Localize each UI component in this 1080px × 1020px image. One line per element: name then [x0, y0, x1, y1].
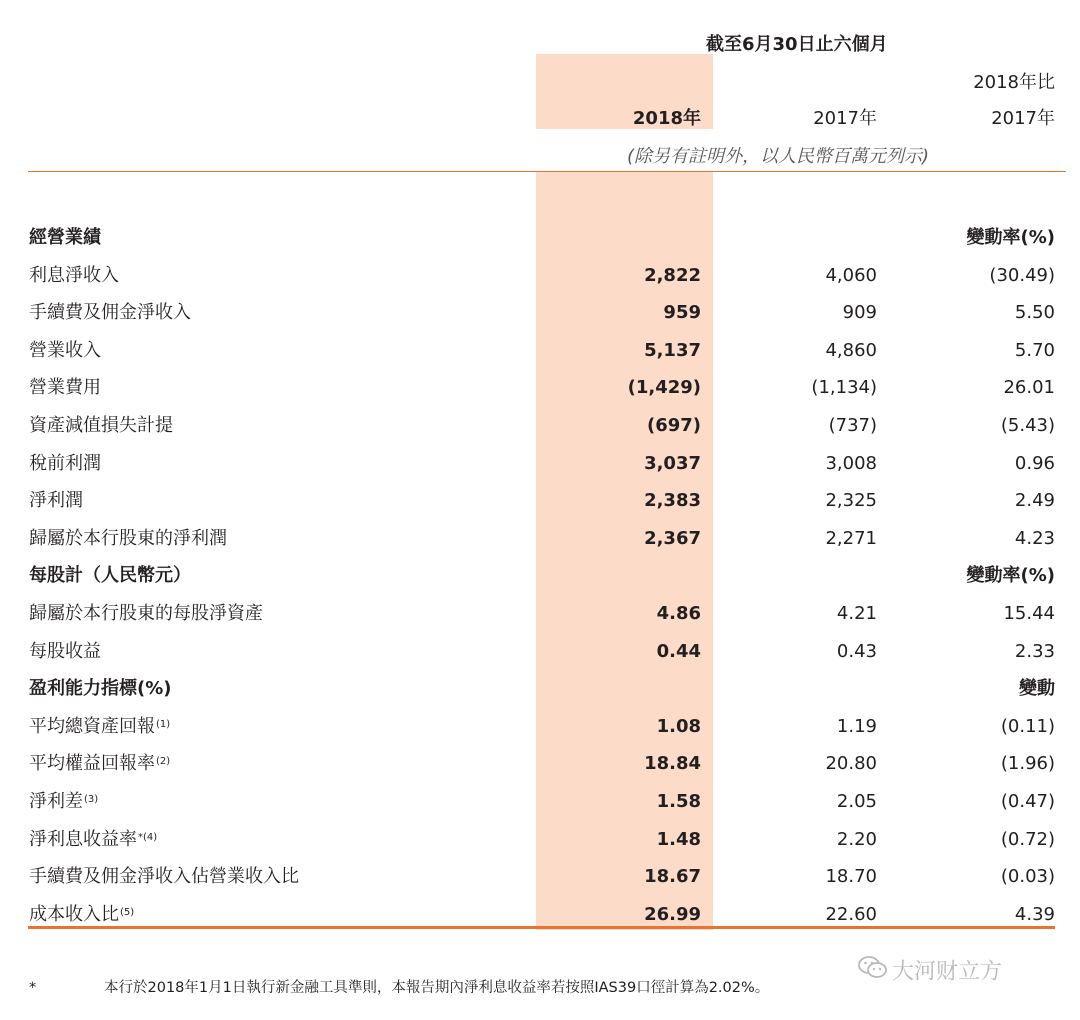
value-2017: 909 — [842, 302, 877, 323]
row-label-text: 平均權益回報率 — [29, 753, 155, 774]
value-change: (0.03) — [1000, 866, 1055, 887]
row-label — [29, 527, 227, 551]
value-2017: 22.60 — [825, 904, 877, 925]
value-2018: (697) — [646, 415, 701, 436]
section-title: 盈利能力指標(%) — [29, 678, 172, 699]
row-label — [29, 752, 170, 776]
watermark-text: 大河财立方 — [892, 959, 1003, 985]
value-2018: 2,367 — [644, 528, 701, 549]
row-label — [29, 376, 101, 400]
value-2018: 0.44 — [656, 641, 701, 662]
row-label-text: 營業收入 — [29, 340, 101, 361]
value-2017: 2,271 — [825, 528, 877, 549]
row-label — [29, 339, 101, 363]
value-2018: 4.86 — [656, 603, 701, 624]
row-label — [29, 865, 299, 889]
row-label-text: 歸屬於本行股東的淨利潤 — [29, 528, 227, 549]
row-label — [29, 301, 191, 325]
row-label-text: 淨利潤 — [29, 490, 83, 511]
section-title: 每股計（人民幣元） — [29, 565, 191, 586]
table-bottom-rule — [28, 926, 1055, 929]
value-2018: 2,383 — [644, 490, 701, 511]
value-change: (0.11) — [1000, 716, 1055, 737]
value-2018: 3,037 — [644, 453, 701, 474]
section-change-label: 變動率(%) — [966, 227, 1055, 248]
footnote-reference: (2) — [156, 756, 171, 767]
value-change: 2.49 — [1014, 490, 1055, 511]
column-header-2018: 2018年 — [632, 108, 701, 129]
value-change: (0.47) — [1000, 791, 1055, 812]
value-2018: 5,137 — [644, 340, 701, 361]
value-2017: 2.05 — [836, 791, 877, 812]
row-label-text: 手續費及佣金淨收入 — [29, 302, 191, 323]
value-2017: 2.20 — [836, 829, 877, 850]
value-2017: 4,060 — [825, 265, 877, 286]
value-change: 15.44 — [1003, 603, 1055, 624]
row-label — [29, 264, 119, 288]
row-label-text: 成本收入比 — [29, 904, 119, 925]
footnote-reference: *(4) — [138, 832, 158, 843]
unit-note: (除另有註明外，以人民幣百萬元列示) — [627, 146, 930, 167]
section-change-label: 變動 — [1019, 678, 1055, 699]
row-label-text: 手續費及佣金淨收入佔營業收入比 — [29, 866, 299, 887]
row-label-text: 資產減值損失計提 — [29, 415, 173, 436]
row-label — [29, 790, 98, 814]
row-label-text: 淨利差 — [29, 791, 83, 812]
footnote-text: 本行於2018年1月1日執行新金融工具準則，本報告期內淨利息收益率若按照IAS39口徑計算為2.02%。 — [104, 980, 770, 996]
value-2017: 4.21 — [836, 603, 877, 624]
footnote-reference: (5) — [120, 907, 135, 918]
row-label-text: 稅前利潤 — [29, 453, 101, 474]
value-2017: 20.80 — [825, 753, 877, 774]
value-2017: 2,325 — [825, 490, 877, 511]
row-label-text: 淨利息收益率 — [29, 829, 137, 850]
row-label-text: 營業費用 — [29, 377, 101, 398]
row-label — [29, 640, 101, 664]
row-label — [29, 489, 83, 513]
value-2018: 2,822 — [644, 265, 701, 286]
value-change: 0.96 — [1014, 453, 1055, 474]
row-label — [29, 903, 134, 927]
value-2018: 18.67 — [644, 866, 701, 887]
section-change-label: 變動率(%) — [966, 565, 1055, 586]
row-label — [29, 414, 173, 438]
row-label-text: 平均總資產回報 — [29, 716, 155, 737]
value-change: 2.33 — [1014, 641, 1055, 662]
wechat-icon — [858, 955, 888, 990]
value-change: (5.43) — [1000, 415, 1055, 436]
value-2017: (737) — [828, 415, 877, 436]
value-2017: 4,860 — [825, 340, 877, 361]
value-change: 26.01 — [1003, 377, 1055, 398]
row-label-text: 每股收益 — [29, 641, 101, 662]
footnote-reference: (3) — [84, 794, 99, 805]
value-2018: (1,429) — [627, 377, 701, 398]
row-label — [29, 602, 263, 626]
value-2018: 1.48 — [656, 829, 701, 850]
period-title: 截至6月30日止六個月 — [706, 34, 888, 55]
value-2018: 1.08 — [656, 716, 701, 737]
value-2018: 1.58 — [656, 791, 701, 812]
watermark — [858, 955, 1002, 990]
footnote-mark: * — [29, 980, 37, 996]
value-2018: 26.99 — [644, 904, 701, 925]
value-change: 4.39 — [1014, 904, 1055, 925]
value-2017: 0.43 — [836, 641, 877, 662]
row-label-text: 歸屬於本行股東的每股淨資產 — [29, 603, 263, 624]
row-label-text: 利息淨收入 — [29, 265, 119, 286]
value-change: (30.49) — [989, 265, 1055, 286]
value-change: (0.72) — [1000, 829, 1055, 850]
value-change: 5.50 — [1014, 302, 1055, 323]
value-2017: 18.70 — [825, 866, 877, 887]
value-change: (1.96) — [1000, 753, 1055, 774]
row-label — [29, 452, 101, 476]
value-2018: 959 — [663, 302, 701, 323]
value-2017: 1.19 — [836, 716, 877, 737]
change-header-line2: 2017年 — [991, 108, 1055, 129]
row-label — [29, 828, 157, 852]
value-change: 5.70 — [1014, 340, 1055, 361]
change-header-line1: 2018年比 — [973, 72, 1055, 93]
value-2018: 18.84 — [644, 753, 701, 774]
value-2017: 3,008 — [825, 453, 877, 474]
column-header-2017: 2017年 — [813, 108, 877, 129]
row-label — [29, 715, 170, 739]
value-2017: (1,134) — [811, 377, 877, 398]
header-rule — [28, 171, 1066, 172]
footnote-reference: (1) — [156, 719, 171, 730]
section-title: 經營業績 — [29, 227, 101, 248]
value-change: 4.23 — [1014, 528, 1055, 549]
